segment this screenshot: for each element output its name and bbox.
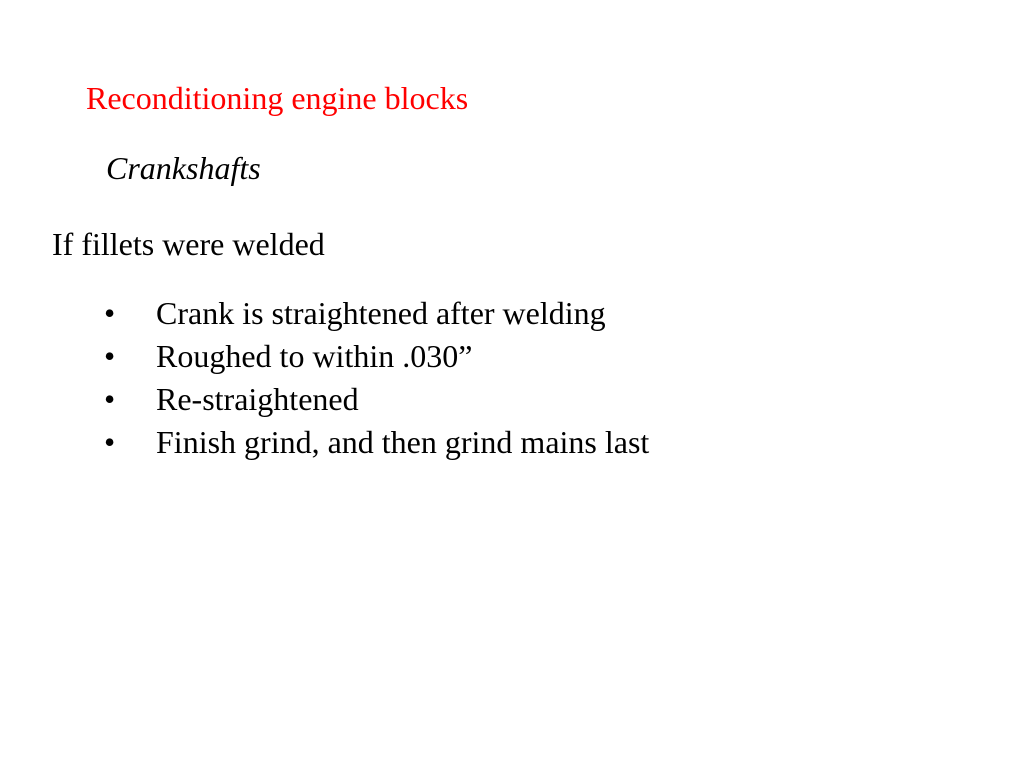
- bullet-icon: •: [104, 424, 116, 460]
- section-heading: If fillets were welded: [52, 226, 325, 262]
- bullet-text: Finish grind, and then grind mains last: [156, 424, 650, 460]
- bullet-item: [104, 421, 649, 464]
- slide-title: Reconditioning engine blocks: [86, 80, 469, 116]
- bullet-list: [104, 292, 649, 464]
- bullet-item: [104, 292, 649, 335]
- bullet-icon: •: [104, 381, 116, 417]
- slide-subtitle: Crankshafts: [106, 150, 261, 186]
- bullet-item: [104, 378, 649, 421]
- bullet-text: Crank is straightened after welding: [156, 295, 606, 331]
- bullet-icon: •: [104, 338, 116, 374]
- bullet-text: Roughed to within .030”: [156, 338, 473, 374]
- bullet-text: Re-straightened: [156, 381, 359, 417]
- bullet-icon: •: [104, 295, 116, 331]
- bullet-item: [104, 335, 649, 378]
